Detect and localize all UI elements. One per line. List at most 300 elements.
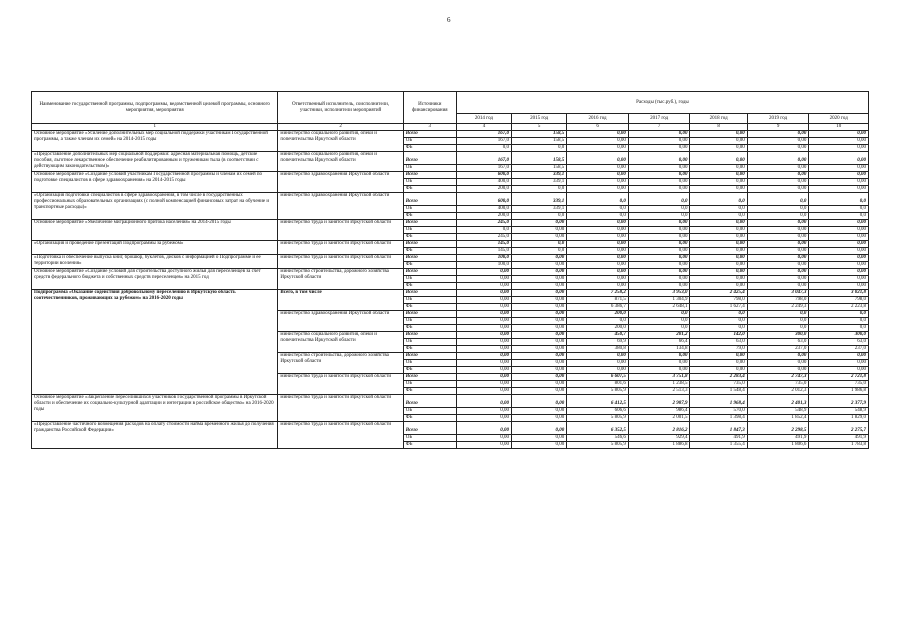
amount-cell: 2 721,8 xyxy=(809,374,869,381)
amount-cell: 0,0 xyxy=(456,145,511,152)
amount-cell: 0,00 xyxy=(456,408,511,415)
amount-cell: 0,00 xyxy=(628,138,690,145)
amount-cell: 0,00 xyxy=(567,131,629,138)
amount-cell: 0,00 xyxy=(512,332,567,339)
amount-cell: 0,0 xyxy=(747,318,809,325)
amount-cell: 0,0 xyxy=(512,248,567,255)
amount-cell: 0,00 xyxy=(567,360,629,367)
amount-cell: 63,0 xyxy=(690,339,747,346)
amount-cell: 339,1 xyxy=(512,172,567,179)
responsible-executor: министерство здравоохранения Иркутской области xyxy=(278,311,403,332)
amount-cell: 0,00 xyxy=(747,269,809,276)
amount-cell: 0,00 xyxy=(690,248,747,255)
header-year: 2016 год xyxy=(567,114,629,124)
table-row xyxy=(32,172,869,179)
amount-cell: 0,0 xyxy=(809,318,869,325)
amount-cell: 237,0 xyxy=(747,346,809,353)
page-number: 6 xyxy=(447,16,451,24)
amount-cell: 0,00 xyxy=(512,255,567,262)
amount-cell: 0,00 xyxy=(747,152,809,165)
amount-cell: 339,1 xyxy=(512,179,567,186)
amount-cell: 0,0 xyxy=(690,325,747,332)
amount-cell: 5 805,9 xyxy=(567,442,629,449)
measure-name: «Организация и проведение презентаций Подпрограммы за рубежом» xyxy=(32,241,278,255)
amount-cell: 0,00 xyxy=(567,367,629,374)
amount-cell: 5 805,9 xyxy=(567,415,629,422)
amount-cell: 0,00 xyxy=(456,283,511,290)
amount-cell: 0,0 xyxy=(747,325,809,332)
amount-cell: 2 377,9 xyxy=(809,395,869,408)
amount-cell: 0,00 xyxy=(809,367,869,374)
funding-source: ФБ xyxy=(403,304,456,311)
amount-cell: 0,00 xyxy=(567,283,629,290)
header-col-number: 7 xyxy=(628,124,690,131)
amount-cell: 0,00 xyxy=(809,186,869,193)
funding-source: ФБ xyxy=(403,346,456,353)
amount-cell: 2 223,8 xyxy=(809,304,869,311)
amount-cell: 735,0 xyxy=(690,381,747,388)
amount-cell: 167,0 xyxy=(456,131,511,138)
funding-source: ФБ xyxy=(403,145,456,152)
amount-cell: 237,0 xyxy=(809,346,869,353)
amount-cell: 0,00 xyxy=(747,145,809,152)
table-row xyxy=(32,220,869,227)
amount-cell: 0,00 xyxy=(456,311,511,318)
amount-cell: 0,00 xyxy=(456,276,511,283)
amount-cell: 0,00 xyxy=(512,227,567,234)
header-name-col: Наименование государственной программы, подпрограммы, ведомственной целевой программы, основного мероприятия, мероприятия xyxy=(32,92,278,124)
header-year: 2019 год xyxy=(747,114,809,124)
measure-name: «Подготовка и обеспечение выпуска книг, брошюр, буклетов, дисков с информацией о Подпрограмме и ее территории вселения» xyxy=(32,255,278,269)
amount-cell: 871,5 xyxy=(567,297,629,304)
amount-cell: 63,0 xyxy=(747,339,809,346)
amount-cell: 0,00 xyxy=(690,220,747,227)
amount-cell: 0,00 xyxy=(628,241,690,248)
measure-name: Основное мероприятие «Закрепление переселившихся участников Государственной программы в Иркутской области и обеспечение их социально-культурной адаптации и интеграции в российское общество» на 2016-2020 годы xyxy=(32,395,278,422)
responsible-executor: министерство труда и занятости Иркутской области xyxy=(278,374,403,395)
amount-cell: 0,00 xyxy=(809,353,869,360)
amount-cell: 2 012,3 xyxy=(747,388,809,395)
amount-cell: 0,00 xyxy=(809,220,869,227)
amount-cell: 2 001,5 xyxy=(628,415,690,422)
funding-source: Всего xyxy=(403,193,456,206)
amount-cell: 0,00 xyxy=(809,276,869,283)
funding-source: ОБ xyxy=(403,138,456,145)
amount-cell: 0,00 xyxy=(809,269,869,276)
amount-cell: 3 751,8 xyxy=(628,374,690,381)
responsible-executor: министерство труда и занятости Иркутской области xyxy=(278,241,403,255)
amount-cell: 0,00 xyxy=(747,131,809,138)
responsible-executor: министерство социального развития, опеки и попечительства Иркутской области xyxy=(278,152,403,172)
amount-cell: 0,00 xyxy=(747,255,809,262)
amount-cell: 0,00 xyxy=(512,381,567,388)
funding-source: ОБ xyxy=(403,339,456,346)
amount-cell: 0,00 xyxy=(512,346,567,353)
amount-cell: 0,00 xyxy=(628,283,690,290)
table-row xyxy=(32,152,869,165)
funding-source: Всего xyxy=(403,290,456,297)
measure-name: Подпрограмма «Оказание содействия добровольному переселению в Иркутскую область соотечественников, проживающих за рубежом» на 2016-2020 годы xyxy=(32,290,278,395)
amount-cell: 3 047,3 xyxy=(747,290,809,297)
funding-source: ФБ xyxy=(403,388,456,395)
amount-cell: 0,00 xyxy=(628,131,690,138)
header-responsible-col: Ответственный исполнитель, соисполнители, участники, исполнители мероприятий xyxy=(278,92,403,124)
funding-source: ФБ xyxy=(403,325,456,332)
measure-name: Основное мероприятие «Создание условий участникам Государственной программы и членам их семей по подготовке специалистов в сфере здравоохранения» на 2014-2015 годы xyxy=(32,172,278,193)
amount-cell: 2 275,7 xyxy=(809,422,869,435)
amount-cell: 0,0 xyxy=(690,213,747,220)
amount-cell: 0,00 xyxy=(628,353,690,360)
amount-cell: 0,00 xyxy=(512,325,567,332)
amount-cell: 0,00 xyxy=(747,179,809,186)
amount-cell: 0,00 xyxy=(690,241,747,248)
amount-cell: 339,1 xyxy=(512,206,567,213)
amount-cell: 0,00 xyxy=(628,145,690,152)
amount-cell: 0,00 xyxy=(567,186,629,193)
amount-cell: 1 548,4 xyxy=(690,388,747,395)
header-col-number: 10 xyxy=(809,124,869,131)
funding-source: ОБ xyxy=(403,435,456,442)
amount-cell: 0,00 xyxy=(456,297,511,304)
amount-cell: 0,00 xyxy=(512,422,567,435)
amount-cell: 2 283,4 xyxy=(690,374,747,381)
funding-source: Всего xyxy=(403,241,456,248)
amount-cell: 0,00 xyxy=(747,138,809,145)
funding-source: ФБ xyxy=(403,234,456,241)
amount-cell: 1 304,9 xyxy=(628,297,690,304)
amount-cell: 0,00 xyxy=(456,353,511,360)
funding-source: Всего xyxy=(403,255,456,262)
amount-cell: 0,00 xyxy=(809,145,869,152)
table-row xyxy=(32,422,869,435)
amount-cell: 0,00 xyxy=(628,269,690,276)
amount-cell: 0,00 xyxy=(512,339,567,346)
amount-cell: 0,00 xyxy=(809,262,869,269)
amount-cell: 0,00 xyxy=(512,311,567,318)
amount-cell: 0,00 xyxy=(512,442,567,449)
amount-cell: 0,00 xyxy=(512,318,567,325)
amount-cell: 145,0 xyxy=(456,241,511,248)
amount-cell: 0,00 xyxy=(512,360,567,367)
amount-cell: 100,0 xyxy=(456,255,511,262)
amount-cell: 0,0 xyxy=(747,213,809,220)
amount-cell: 0,00 xyxy=(809,152,869,165)
funding-source: ОБ xyxy=(403,276,456,283)
amount-cell: 0,00 xyxy=(628,262,690,269)
amount-cell: 2 298,5 xyxy=(747,422,809,435)
table-row xyxy=(32,269,869,276)
funding-source: ОБ xyxy=(403,297,456,304)
amount-cell: 0,00 xyxy=(747,276,809,283)
amount-cell: 0,0 xyxy=(512,213,567,220)
amount-cell: 929,4 xyxy=(628,435,690,442)
amount-cell: 158,5 xyxy=(512,131,567,138)
amount-cell: 0,0 xyxy=(690,206,747,213)
amount-cell: 0,00 xyxy=(567,227,629,234)
amount-cell: 491,9 xyxy=(809,435,869,442)
amount-cell: 167,0 xyxy=(456,138,511,145)
header-col-number: 8 xyxy=(690,124,747,131)
amount-cell: 0,00 xyxy=(747,248,809,255)
responsible-executor: Всего, в том числе xyxy=(278,290,403,311)
amount-cell: 200,0 xyxy=(567,325,629,332)
funding-source: Всего xyxy=(403,172,456,179)
amount-cell: 0,00 xyxy=(809,248,869,255)
amount-cell: 0,00 xyxy=(567,262,629,269)
responsible-executor: министерство труда и занятости Иркутской области xyxy=(278,395,403,422)
amount-cell: 0,0 xyxy=(809,311,869,318)
amount-cell: 0,00 xyxy=(809,234,869,241)
amount-cell: 0,00 xyxy=(690,138,747,145)
amount-cell: 0,00 xyxy=(567,152,629,165)
amount-cell: 548,9 xyxy=(809,408,869,415)
header-col-number: 5 xyxy=(512,124,567,131)
amount-cell: 491,9 xyxy=(747,435,809,442)
amount-cell: 600,0 xyxy=(456,193,511,206)
responsible-executor: министерство здравоохранения Иркутской области xyxy=(278,172,403,193)
amount-cell: 2 513,3 xyxy=(628,388,690,395)
amount-cell: 1 627,4 xyxy=(690,304,747,311)
funding-source: Всего xyxy=(403,353,456,360)
header-col-number: 2 xyxy=(278,124,403,131)
amount-cell: 0,00 xyxy=(690,172,747,179)
amount-cell: 0,00 xyxy=(456,332,511,339)
amount-cell: 0,00 xyxy=(456,269,511,276)
amount-cell: 1 886,8 xyxy=(628,442,690,449)
funding-source: Всего xyxy=(403,152,456,165)
amount-cell: 142,0 xyxy=(690,332,747,339)
amount-cell: 0,00 xyxy=(456,304,511,311)
funding-source: Всего xyxy=(403,220,456,227)
amount-cell: 0,0 xyxy=(512,186,567,193)
amount-cell: 0,00 xyxy=(456,367,511,374)
header-col-number: 4 xyxy=(456,124,511,131)
funding-source: ФБ xyxy=(403,186,456,193)
table-row xyxy=(32,241,869,248)
amount-cell: 0,00 xyxy=(628,172,690,179)
amount-cell: 0,00 xyxy=(690,165,747,172)
amount-cell: 1 238,5 xyxy=(628,381,690,388)
amount-cell: 0,00 xyxy=(628,186,690,193)
amount-cell: 0,00 xyxy=(747,165,809,172)
amount-cell: 0,00 xyxy=(567,276,629,283)
table-row xyxy=(32,131,869,138)
amount-cell: 570,0 xyxy=(690,408,747,415)
amount-cell: 0,00 xyxy=(512,304,567,311)
amount-cell: 69,9 xyxy=(567,339,629,346)
amount-cell: 546,6 xyxy=(567,435,629,442)
amount-cell: 0,00 xyxy=(512,374,567,381)
amount-cell: 0,0 xyxy=(809,213,869,220)
amount-cell: 1 783,8 xyxy=(809,442,869,449)
amount-cell: 1 847,3 xyxy=(690,422,747,435)
responsible-executor: министерство строительства, дорожного хозяйства Иркутской области xyxy=(278,353,403,374)
funding-source: Всего xyxy=(403,269,456,276)
amount-cell: 0,0 xyxy=(628,311,690,318)
amount-cell: 134,8 xyxy=(628,346,690,353)
amount-cell: 200,0 xyxy=(456,213,511,220)
measure-name: «Предоставление частичного возмещения расходов на оплату стоимости найма временного жилья до получения гражданства Российской Федерации» xyxy=(32,422,278,449)
amount-cell: 2 425,4 xyxy=(690,290,747,297)
funding-source: ОБ xyxy=(403,408,456,415)
amount-cell: 0,00 xyxy=(628,234,690,241)
amount-cell: 5 805,9 xyxy=(567,388,629,395)
amount-cell: 0,00 xyxy=(809,255,869,262)
amount-cell: 0,00 xyxy=(512,297,567,304)
amount-cell: 0,00 xyxy=(690,186,747,193)
amount-cell: 0,00 xyxy=(809,179,869,186)
amount-cell: 0,00 xyxy=(809,241,869,248)
amount-cell: 735,0 xyxy=(809,381,869,388)
amount-cell: 0,0 xyxy=(567,213,629,220)
amount-cell: 0,00 xyxy=(628,248,690,255)
amount-cell: 0,0 xyxy=(628,318,690,325)
amount-cell: 0,00 xyxy=(690,152,747,165)
amount-cell: 0,00 xyxy=(456,422,511,435)
amount-cell: 0,0 xyxy=(690,193,747,206)
amount-cell: 0,00 xyxy=(628,255,690,262)
amount-cell: 0,00 xyxy=(456,360,511,367)
amount-cell: 0,00 xyxy=(456,415,511,422)
amount-cell: 986,4 xyxy=(628,408,690,415)
amount-cell: 0,00 xyxy=(690,283,747,290)
header-col-number: 6 xyxy=(567,124,629,131)
amount-cell: 0,00 xyxy=(512,435,567,442)
amount-cell: 1 355,4 xyxy=(690,442,747,449)
funding-source: ФБ xyxy=(403,213,456,220)
amount-cell: 0,00 xyxy=(512,269,567,276)
amount-cell: 0,00 xyxy=(690,353,747,360)
funding-source: ФБ xyxy=(403,442,456,449)
amount-cell: 0,00 xyxy=(456,388,511,395)
amount-cell: 0,00 xyxy=(567,165,629,172)
amount-cell: 300,0 xyxy=(747,332,809,339)
amount-cell: 0,00 xyxy=(747,234,809,241)
amount-cell: 735,0 xyxy=(747,381,809,388)
responsible-executor: министерство труда и занятости Иркутской области xyxy=(278,255,403,269)
amount-cell: 0,00 xyxy=(567,234,629,241)
amount-cell: 0,00 xyxy=(567,241,629,248)
amount-cell: 0,00 xyxy=(690,276,747,283)
amount-cell: 0,00 xyxy=(809,283,869,290)
amount-cell: 0,00 xyxy=(456,374,511,381)
table-row xyxy=(32,290,869,297)
amount-cell: 158,5 xyxy=(512,165,567,172)
amount-cell: 0,00 xyxy=(809,172,869,179)
amount-cell: 0,00 xyxy=(690,179,747,186)
amount-cell: 0,00 xyxy=(567,353,629,360)
amount-cell: 0,00 xyxy=(747,227,809,234)
amount-cell: 380,8 xyxy=(567,346,629,353)
amount-cell: 0,00 xyxy=(456,346,511,353)
header-col-number: 9 xyxy=(747,124,809,131)
amount-cell: 158,5 xyxy=(512,152,567,165)
header-col-number: 1 xyxy=(32,124,278,131)
amount-cell: 0,00 xyxy=(628,152,690,165)
funding-source: Всего xyxy=(403,374,456,381)
amount-cell: 801,6 xyxy=(567,381,629,388)
amount-cell: 245,0 xyxy=(456,220,511,227)
amount-cell: 0,0 xyxy=(747,311,809,318)
amount-cell: 0,00 xyxy=(456,442,511,449)
amount-cell: 2 401,3 xyxy=(747,395,809,408)
table-row xyxy=(32,255,869,262)
amount-cell: 200,0 xyxy=(456,186,511,193)
measure-name: Основное мероприятие «Усиление дополнительных мер социальной поддержки участникам Государственной программы, а также членам их семей» на 2014-2015 годы xyxy=(32,131,278,152)
amount-cell: 0,0 xyxy=(628,206,690,213)
amount-cell: 0,0 xyxy=(512,145,567,152)
funding-source: ФБ xyxy=(403,248,456,255)
funding-source: ОБ xyxy=(403,206,456,213)
amount-cell: 0,00 xyxy=(512,388,567,395)
funding-source: ОБ xyxy=(403,165,456,172)
measure-name: Основное мероприятие «Увеличение миграционного притока населения» на 2014-2015 годы xyxy=(32,220,278,241)
amount-cell: 0,00 xyxy=(567,248,629,255)
amount-cell: 0,0 xyxy=(809,206,869,213)
amount-cell: 400,0 xyxy=(456,179,511,186)
amount-cell: 2 816,2 xyxy=(628,422,690,435)
funding-source: ФБ xyxy=(403,262,456,269)
amount-cell: 0,00 xyxy=(567,172,629,179)
amount-cell: 0,00 xyxy=(628,276,690,283)
amount-cell: 0,00 xyxy=(456,290,511,297)
amount-cell: 6 386,7 xyxy=(567,304,629,311)
amount-cell: 0,00 xyxy=(567,255,629,262)
header-year: 2014 год xyxy=(456,114,511,124)
amount-cell: 79,0 xyxy=(690,346,747,353)
amount-cell: 0,00 xyxy=(512,276,567,283)
amount-cell: 6 352,5 xyxy=(567,422,629,435)
amount-cell: 66,4 xyxy=(628,339,690,346)
amount-cell: 0,00 xyxy=(747,360,809,367)
amount-cell: 0,00 xyxy=(690,145,747,152)
amount-cell: 0,00 xyxy=(456,339,511,346)
amount-cell: 0,00 xyxy=(512,283,567,290)
amount-cell: 798,0 xyxy=(747,297,809,304)
amount-cell: 0,00 xyxy=(456,395,511,408)
amount-cell: 100,0 xyxy=(456,262,511,269)
header-col-number: 3 xyxy=(403,124,456,131)
amount-cell: 1 398,4 xyxy=(690,415,747,422)
amount-cell: 0,00 xyxy=(628,165,690,172)
amount-cell: 1 806,6 xyxy=(747,442,809,449)
funding-source: Всего xyxy=(403,311,456,318)
amount-cell: 0,00 xyxy=(512,220,567,227)
amount-cell: 339,1 xyxy=(512,193,567,206)
amount-cell: 0,0 xyxy=(690,318,747,325)
amount-cell: 0,00 xyxy=(512,234,567,241)
responsible-executor: министерство здравоохранения Иркутской области xyxy=(278,193,403,220)
table-row xyxy=(32,193,869,206)
responsible-executor: министерство строительства, дорожного хозяйства Иркутской области xyxy=(278,269,403,290)
amount-cell: 2 747,3 xyxy=(747,374,809,381)
amount-cell: 0,00 xyxy=(747,186,809,193)
amount-cell: 0,00 xyxy=(512,262,567,269)
amount-cell: 63,0 xyxy=(809,339,869,346)
amount-cell: 0,00 xyxy=(690,269,747,276)
amount-cell: 0,00 xyxy=(567,179,629,186)
header-year: 2020 год xyxy=(809,114,869,124)
amount-cell: 450,7 xyxy=(567,332,629,339)
amount-cell: 0,0 xyxy=(567,193,629,206)
amount-cell: 2 648,1 xyxy=(628,304,690,311)
amount-cell: 0,00 xyxy=(628,227,690,234)
amount-cell: 167,0 xyxy=(456,165,511,172)
amount-cell: 0,00 xyxy=(512,353,567,360)
amount-cell: 1 986,8 xyxy=(809,388,869,395)
amount-cell: 0,00 xyxy=(512,367,567,374)
funding-source: ОБ xyxy=(403,381,456,388)
